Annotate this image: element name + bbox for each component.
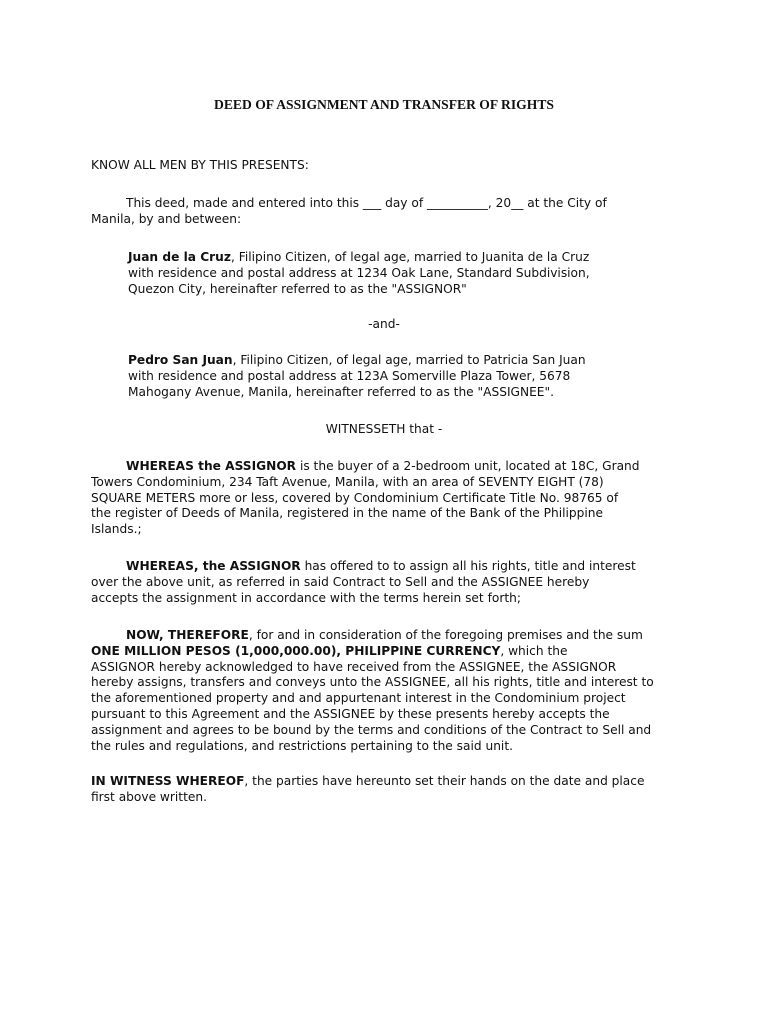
assignee-line: Mahogany Avenue, Manila, hereinafter referred to as the "ASSIGNEE". — [128, 384, 554, 399]
now-therefore-line: the rules and regulations, and restrictions pertaining to the said unit. — [91, 738, 513, 753]
now-therefore-line: ASSIGNOR hereby acknowledged to have received from the ASSIGNEE, the ASSIGNOR — [91, 659, 617, 674]
now-therefore-lead: NOW, THEREFORE — [126, 628, 249, 642]
assignee-paragraph — [128, 353, 586, 400]
intro-paragraph — [91, 196, 607, 228]
whereas2-line-rest: has offered to to assign all his rights, title and interest — [300, 559, 636, 573]
in-witness-line-rest: , the parties have hereunto set their hands on the date and place — [244, 774, 645, 788]
in-witness-line: first above written. — [91, 789, 207, 804]
whereas1-line — [91, 459, 640, 475]
whereas1-line: Towers Condominium, 234 Taft Avenue, Manila, with an area of SEVENTY EIGHT (78) — [91, 474, 604, 489]
whereas2-line — [91, 559, 636, 575]
and-separator: -and- — [368, 317, 400, 331]
whereas2-line: accepts the assignment in accordance with the terms herein set forth; — [91, 590, 521, 605]
in-witness-line — [91, 774, 644, 790]
document-title: DEED OF ASSIGNMENT AND TRANSFER OF RIGHTS — [214, 97, 554, 112]
whereas1-line: SQUARE METERS more or less, covered by Condominium Certificate Title No. 98765 of — [91, 490, 619, 505]
whereas1-line: Islands.; — [91, 522, 142, 537]
assignee-name: Pedro San Juan — [128, 353, 233, 367]
whereas2-lead: WHEREAS, the ASSIGNOR — [126, 559, 301, 573]
assignor-line: Quezon City, hereinafter referred to as the "ASSIGNOR" — [128, 281, 467, 296]
whereas-paragraph-2 — [91, 559, 636, 606]
know-all-men-heading: KNOW ALL MEN BY THIS PRESENTS: — [91, 158, 309, 172]
whereas-paragraph-1 — [91, 459, 640, 538]
in-witness-paragraph — [91, 774, 644, 806]
now-therefore-line: hereby assigns, transfers and conveys unto the ASSIGNEE, all his rights, title and interest to — [91, 675, 654, 690]
assignee-line: with residence and postal address at 123A Somerville Plaza Tower, 5678 — [128, 368, 571, 383]
intro-line: Manila, by and between: — [91, 211, 242, 226]
assignee-line — [128, 353, 586, 369]
now-therefore-line: the aforementioned property and and appurtenant interest in the Condominium project — [91, 691, 626, 706]
whereas1-line-rest: is the buyer of a 2-bedroom unit, located at 18C, Grand — [296, 459, 640, 473]
now-therefore-line — [91, 628, 654, 644]
now-therefore-line: pursuant to this Agreement and the ASSIGNEE by these presents hereby accepts the — [91, 706, 610, 721]
whereas2-line: over the above unit, as referred in said Contract to Sell and the ASSIGNEE hereby — [91, 574, 590, 589]
assignor-line: with residence and postal address at 1234 Oak Lane, Standard Subdivision, — [128, 265, 590, 280]
now-therefore-line-rest: , which the — [500, 643, 568, 658]
now-therefore-line: assignment and agrees to be bound by the terms and conditions of the Contract to Sell and — [91, 722, 652, 737]
now-therefore-line-rest: , for and in consideration of the foregoing premises and the sum — [248, 628, 643, 642]
intro-line: This deed, made and entered into this ___ day of __________, 20__ at the City of — [126, 196, 607, 210]
whereas1-line: the register of Deeds of Manila, registered in the name of the Bank of the Philippine — [91, 506, 603, 521]
in-witness-lead: IN WITNESS WHEREOF — [91, 774, 245, 788]
consideration-amount: ONE MILLION PESOS (1,000,000.00), PHILIPPINE CURRENCY — [91, 643, 501, 658]
whereas1-lead: WHEREAS the ASSIGNOR — [126, 459, 297, 473]
now-therefore-line — [91, 644, 654, 660]
now-therefore-paragraph — [91, 628, 654, 754]
assignor-name: Juan de la Cruz — [128, 250, 231, 264]
assignor-paragraph — [128, 250, 590, 297]
assignee-line-rest: , Filipino Citizen, of legal age, married to Patricia San Juan — [232, 353, 586, 367]
assignor-line — [128, 250, 590, 266]
assignor-line-rest: , Filipino Citizen, of legal age, married to Juanita de la Cruz — [230, 250, 590, 264]
witnesseth-heading: WITNESSETH that - — [325, 422, 443, 436]
